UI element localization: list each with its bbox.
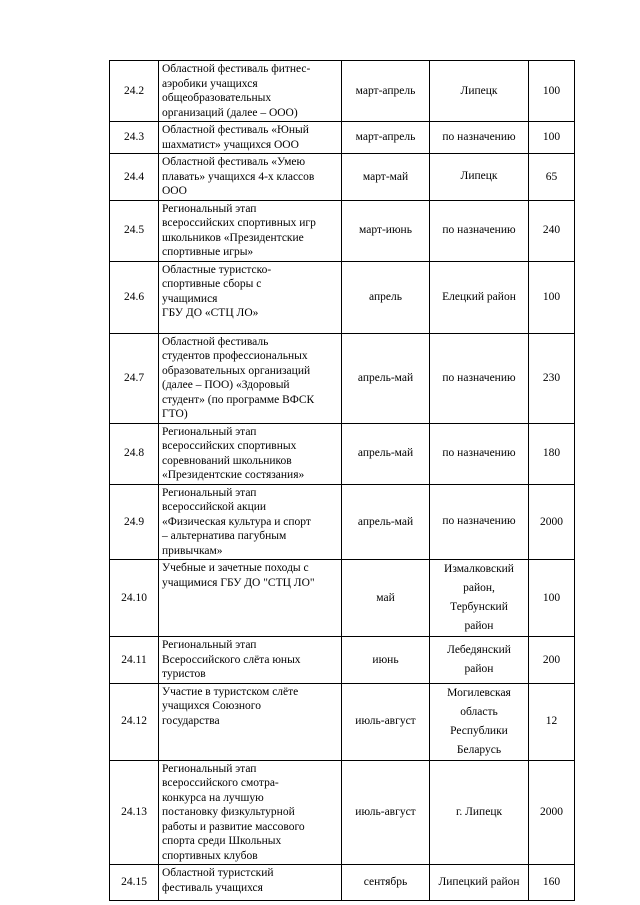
participants-count-cell <box>529 154 575 201</box>
cell-text: апрель <box>369 290 402 303</box>
participants-count-cell <box>529 865 575 901</box>
table-row <box>110 637 575 684</box>
events-table-body <box>110 61 575 901</box>
table-row <box>110 61 575 122</box>
cell-line: студент» (по программе ВФСК <box>162 393 315 406</box>
table-row <box>110 683 575 760</box>
cell-line: Областной фестиваль <box>162 335 269 348</box>
event-name-cell <box>159 122 342 154</box>
event-dates-cell <box>342 333 430 423</box>
cell-line: Областной туристский <box>162 867 274 879</box>
cell-text: апрель-май <box>357 447 414 460</box>
event-place-cell <box>430 200 529 261</box>
cell-line: по назначению <box>442 515 516 528</box>
cell-text: 2000 <box>540 806 563 818</box>
event-place-cell <box>430 261 529 333</box>
event-place-cell <box>430 683 529 760</box>
cell-line: Региональный этап <box>162 639 257 651</box>
cell-text: 24.9 <box>123 515 145 528</box>
cell-text: март-май <box>362 170 409 183</box>
cell-text: 24.8 <box>123 447 145 460</box>
cell-text: 24.11 <box>121 653 147 666</box>
cell-line: Липецк <box>460 84 498 97</box>
item-number-cell <box>110 683 159 760</box>
event-place-cell <box>430 423 529 484</box>
cell-line: спорта среди Школьных <box>162 835 282 847</box>
cell-line: район <box>464 662 494 675</box>
table-row <box>110 484 575 560</box>
cell-line: всероссийских спортивных игр <box>162 217 316 229</box>
event-dates-cell <box>342 154 430 201</box>
event-name-cell <box>159 333 342 423</box>
event-dates-cell <box>342 865 430 901</box>
cell-line: Областной фестиваль «Юный <box>162 124 309 136</box>
cell-line: образовательных организаций <box>162 364 311 377</box>
cell-text: сентябрь <box>363 876 408 889</box>
table-row <box>110 154 575 201</box>
cell-line: «Физическая культура и спорт <box>162 515 311 528</box>
cell-text: март-июнь <box>359 224 412 237</box>
cell-text: март-апрель <box>355 131 416 144</box>
cell-text: апрель-май <box>357 371 414 384</box>
event-place-cell <box>430 484 529 560</box>
cell-text: 24.12 <box>121 715 147 728</box>
event-name-cell <box>159 637 342 684</box>
table-row <box>110 122 575 154</box>
event-name-cell <box>159 683 342 760</box>
cell-line: Липецк <box>460 170 498 183</box>
cell-line: Беларусь <box>456 743 502 756</box>
cell-text: 230 <box>542 371 561 384</box>
cell-line: школьников «Президентские <box>162 231 304 244</box>
item-number-cell <box>110 484 159 560</box>
table-row <box>110 865 575 901</box>
participants-count-cell <box>529 423 575 484</box>
cell-line: район, <box>463 582 495 594</box>
event-dates-cell <box>342 484 430 560</box>
event-place-cell <box>430 560 529 637</box>
participants-count-cell <box>529 333 575 423</box>
cell-line: аэробики учащихся <box>162 77 258 90</box>
cell-line: по назначению <box>442 371 516 384</box>
cell-text: июль-август <box>355 715 416 728</box>
cell-line: ООО <box>162 185 187 197</box>
cell-text: 180 <box>542 447 561 460</box>
cell-line: шахматист» учащихся ООО <box>162 138 299 151</box>
event-name-cell <box>159 760 342 865</box>
cell-line: «Президентские состязания» <box>162 469 305 481</box>
cell-line: район <box>464 620 494 632</box>
item-number-cell <box>110 61 159 122</box>
participants-count-cell <box>529 122 575 154</box>
cell-text: 240 <box>542 224 561 237</box>
event-dates-cell <box>342 760 430 865</box>
cell-text: июнь <box>372 653 399 666</box>
cell-line: всероссийской акции <box>162 501 267 513</box>
cell-text: 200 <box>542 653 561 666</box>
event-dates-cell <box>342 200 430 261</box>
cell-text: 65 <box>545 170 558 183</box>
cell-line: Региональный этап <box>162 762 257 775</box>
event-dates-cell <box>342 61 430 122</box>
cell-line: Областные туристско- <box>162 263 272 276</box>
cell-line: Могилевская <box>447 686 511 699</box>
cell-line: г. Липецк <box>455 805 503 818</box>
table-row <box>110 560 575 637</box>
participants-count-cell <box>529 200 575 261</box>
participants-count-cell <box>529 637 575 684</box>
participants-count-cell <box>529 61 575 122</box>
cell-line: спортивные сборы с <box>162 278 262 290</box>
cell-text: 2000 <box>540 515 563 528</box>
event-place-cell <box>430 760 529 865</box>
cell-line: учащимися ГБУ ДО "СТЦ ЛО" <box>162 576 315 589</box>
cell-text: 12 <box>545 715 558 728</box>
item-number-cell <box>110 865 159 901</box>
cell-line: учащихся Союзного <box>162 700 261 712</box>
cell-line: Участие в туристском слёте <box>162 685 299 698</box>
event-place-cell <box>430 333 529 423</box>
cell-line: плавать» учащихся 4-х классов <box>162 170 315 183</box>
item-number-cell <box>110 560 159 637</box>
event-place-cell <box>430 61 529 122</box>
cell-text: 24.10 <box>121 591 147 604</box>
item-number-cell <box>110 760 159 865</box>
cell-line: по назначению <box>442 131 516 143</box>
event-dates-cell <box>342 637 430 684</box>
cell-line: Учебные и зачетные походы с <box>162 562 309 574</box>
item-number-cell <box>110 637 159 684</box>
event-name-cell <box>159 61 342 122</box>
event-dates-cell <box>342 560 430 637</box>
cell-line: Областной фестиваль фитнес- <box>162 63 311 75</box>
cell-line: (далее – ПОО) «Здоровый <box>162 379 290 391</box>
cell-line: всероссийского смотра- <box>162 777 279 789</box>
cell-text: 100 <box>542 84 561 97</box>
cell-text: 24.4 <box>123 170 145 183</box>
cell-line: спортивные игры» <box>162 246 254 258</box>
event-name-cell <box>159 261 342 333</box>
cell-line: общеобразовательных <box>162 92 272 104</box>
cell-text: 24.2 <box>123 84 145 97</box>
event-dates-cell <box>342 423 430 484</box>
table-row <box>110 760 575 865</box>
cell-line: организаций (далее – ООО) <box>162 106 298 119</box>
event-name-cell <box>159 560 342 637</box>
cell-line: Региональный этап <box>162 202 257 215</box>
cell-line: Всероссийского слёта юных <box>162 653 301 666</box>
cell-line: соревнований школьников <box>162 454 292 467</box>
cell-line: постановку физкультурной <box>162 806 295 818</box>
cell-line: Региональный этап <box>162 425 257 438</box>
cell-text: 24.15 <box>121 876 147 889</box>
item-number-cell <box>110 154 159 201</box>
item-number-cell <box>110 423 159 484</box>
event-place-cell <box>430 865 529 901</box>
table-row <box>110 423 575 484</box>
cell-line: государства <box>162 714 220 727</box>
cell-line: учащимися <box>162 292 218 305</box>
participants-count-cell <box>529 261 575 333</box>
cell-text: 160 <box>542 876 561 889</box>
cell-line: – альтернатива пагубным <box>162 530 287 542</box>
cell-text: март-апрель <box>355 84 416 97</box>
cell-line: по назначению <box>442 447 516 459</box>
participants-count-cell <box>529 760 575 865</box>
event-place-cell <box>430 122 529 154</box>
cell-text: 24.5 <box>123 224 145 237</box>
cell-line: работы и развитие массового <box>162 820 305 833</box>
item-number-cell <box>110 122 159 154</box>
table-row <box>110 333 575 423</box>
cell-line: конкурса на лучшую <box>162 791 264 804</box>
cell-line: Республики <box>450 724 508 737</box>
cell-line: студентов профессиональных <box>162 350 308 362</box>
event-dates-cell <box>342 122 430 154</box>
cell-line: привычкам» <box>162 544 223 557</box>
cell-line: Измалковский <box>444 563 514 575</box>
cell-line: Тербунский <box>450 601 508 613</box>
event-name-cell <box>159 865 342 901</box>
cell-line: ГБУ ДО «СТЦ ЛО» <box>162 307 259 319</box>
events-table <box>109 60 575 901</box>
event-dates-cell <box>342 261 430 333</box>
cell-text: 24.3 <box>123 131 145 144</box>
cell-text: 24.13 <box>121 806 147 818</box>
event-place-cell <box>430 154 529 201</box>
cell-text: 100 <box>542 290 561 303</box>
participants-count-cell <box>529 560 575 637</box>
participants-count-cell <box>529 484 575 560</box>
cell-line: Областной фестиваль «Умею <box>162 156 306 168</box>
table-row <box>110 200 575 261</box>
item-number-cell <box>110 261 159 333</box>
cell-text: июль-август <box>355 806 416 818</box>
table-row <box>110 261 575 333</box>
cell-line: по назначению <box>442 224 516 236</box>
cell-text: 100 <box>542 591 561 604</box>
cell-line: область <box>460 705 498 718</box>
event-place-cell <box>430 637 529 684</box>
cell-text: апрель-май <box>357 515 414 528</box>
cell-line: всероссийских спортивных <box>162 440 297 452</box>
event-name-cell <box>159 200 342 261</box>
event-name-cell <box>159 423 342 484</box>
cell-line: Елецкий район <box>442 290 516 303</box>
participants-count-cell <box>529 683 575 760</box>
item-number-cell <box>110 200 159 261</box>
cell-text: 100 <box>542 131 561 144</box>
event-name-cell <box>159 154 342 201</box>
cell-line: Липецкий район <box>438 876 520 888</box>
event-dates-cell <box>342 683 430 760</box>
cell-line: Лебедянский <box>447 643 511 656</box>
item-number-cell <box>110 333 159 423</box>
cell-line: Региональный этап <box>162 486 257 499</box>
cell-text: 24.7 <box>123 371 145 384</box>
cell-line: спортивных клубов <box>162 849 258 862</box>
cell-line: туристов <box>162 668 206 680</box>
event-name-cell <box>159 484 342 560</box>
cell-line: ГТО) <box>162 408 188 420</box>
cell-line: фестиваль учащихся <box>162 881 263 894</box>
cell-text: 24.6 <box>123 290 145 303</box>
cell-text: май <box>376 591 395 604</box>
